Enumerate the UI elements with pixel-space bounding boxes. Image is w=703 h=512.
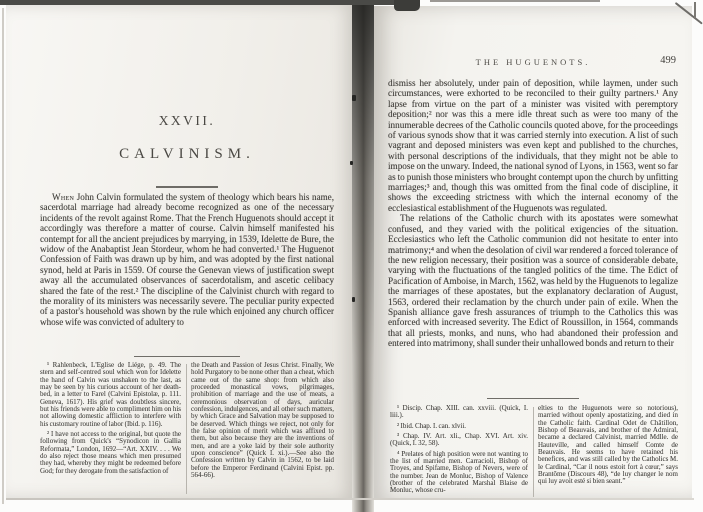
footnote-paragraph: the Death and Passion of Jesus Christ. Finally, We hold Purgatory to be none other than a cheat, which came out of the same shop: from which also proceeded monastical vows, pilgrimages, prohibition of marriage and the use of meats, a ceremonious observation of days, auricular confession, indulgences, and all other such matters, by which Grace and Salvation may be supposed to be deserved. Which things we reject, not only for the false opinion of merit which was affixed to them, but also because they are the inventions of men, and are a yoke laid by their sole authority upon conscience” (Quick I. xi.).—See also the Confession written by Calvin in 1562, to be laid before the Emperor Ferdinand (Calvini Epist. pp. 564-66). (191, 362, 334, 480)
chapter-rule (156, 186, 218, 188)
scan-speck (352, 297, 355, 302)
left-footnote-divider (186, 364, 187, 494)
footnote-paragraph: ¹ Discip. Chap. XIII. can. xxviii. (Quick, I. liii.). (390, 405, 528, 420)
footnote-paragraph: ³ Chap. IV. Art. xli., Chap. XVI. Art. xiv. (Quick, I. 32, 58). (390, 432, 528, 448)
scan-speck (350, 161, 353, 165)
left-footnotes (40, 362, 334, 496)
right-footnote-divider (533, 407, 534, 497)
left-footnote-column-2 (191, 362, 334, 496)
left-body-text (40, 192, 334, 327)
right-page-column (388, 6, 678, 500)
page-bottom-shadow (6, 498, 694, 500)
right-body-text (388, 78, 678, 349)
left-footnote-column-1 (40, 362, 181, 496)
page-corner-curl-edge (694, 2, 696, 18)
scan-speck (352, 95, 356, 101)
left-body-continuation: John Calvin formulated the system of theology which bears his name, sacerdotal marriage had already become recognized as one of the necessary incidents of the revolt against Rome. That the French Huguenots should accept it accordingly was therefore a matter of course. Calvin himself manifested his contempt for all the ancient prejudices by marrying, in 1539, Idelette de Bure, the widow of the Anabaptist Jean Stordeur, whom he had converted.¹ The Huguenot Confession of Faith was drawn up by him, and was adopted by the first national synod, held at Paris in 1559. Of course the Genevan views of justification swept away all the accumulated observances of sacerdotalism, and ascetic celibacy shared the fate of the rest.² The discipline of the Calvinist church with regard to the morality of its ministers was necessarily severe. The peculiar purity expected of a pastor's household was shown by the rule which enjoined any church officer whose wife was convicted of adultery to (40, 192, 334, 327)
left-page-column (40, 4, 334, 499)
scan-left-edge (2, 8, 4, 504)
left-page (6, 4, 356, 499)
right-body-paragraph: dismiss her absolutely, under pain of deposition, while laymen, under such circumstances, were exhorted to be reconciled to their guilty partners.¹ Any lapse from virtue on the part of a minister was visited with peremptory deposition;² nor was this a mere idle threat such as were too many of the innumerable decrees of the Catholic councils quoted above, for the proceedings of various synods show that it was carried sternly into execution. A list of such vagrant and deposed ministers was even kept and published to the churches, with personal descriptions of the individuals, that they might not be able to impose on the unwary. Indeed, the national synod of Lyons, in 1563, went so far as to punish those ministers who brought contempt upon the church by unfitting marriages;³ and, though this was omitted from the final code of discipline, it shows the exceeding strictness with which the internal economy of the ecclesiastical establishment of the Huguenots was regulated. (388, 78, 678, 213)
binding-gutter-shadow (352, 0, 374, 512)
footnote-paragraph: ⁴ Prelates of high position were not wanting to the list of married men. Carracioli, Bishop of Troyes, and Spifame, Bishop of Nevers, were of the number. Jean de Monluc, Bishop of Valence (brother of the celebrated Marshal Blaise de Monluc, whose cru- (390, 449, 528, 495)
chapter-number: XXVII. (158, 113, 216, 128)
left-body-paragraph (40, 192, 334, 327)
scan-top-edge-blob (394, 0, 420, 11)
footnote-paragraph: ² I have not access to the original, but quote the following from Quick's “Synodicon in Gallia Reformata,” London, 1692—“Art. XXIV. . . . We do also reject those means which men presumed they had, whereby they might be redeemed before God; for they derogate from the satisfaction of (40, 430, 181, 475)
left-footnote-rule (134, 356, 240, 357)
scan-top-edge-right (430, 0, 600, 2)
right-footnote-column-1 (390, 405, 528, 499)
footnote-paragraph: elties to the Huguenots were so notorious), married without openly apostatizing, and died in the Catholic faith. Cardinal Odet de Châtillon, Bishop of Beauvais, and brother of the Admiral, became a declared Calvinist, married Mdlle. de Hauteville, and called himself Comte de Beauvais. He seems to have retained his benefices, and was still called by the Catholics M. le Cardinal, “Car il nous estoit fort à cœur,” says Brantôme (Discours 48), “de luy changer le nom qui luy avoit esté si bien seant.” (538, 405, 678, 486)
footnote-paragraph: ¹ Rahlenbeck, L'Église de Liége, p. 49. The stern and self-centred soul which won for Idelette the hand of Calvin was unshaken to the last, as may be seen by his curious account of her death-bed, in a letter to Farel (Calvini Epistolæ, p. 111. Geneva, 1617). His grief was doubtless sincere, but his friends were able to compliment him on his not allowing domestic affliction to interfere with his customary routine of labor (Ibid. p. 116). (40, 362, 181, 428)
right-footnote-rule (487, 398, 579, 399)
right-footnotes (388, 405, 678, 499)
right-body-paragraph: The relations of the Catholic church with its apostates were somewhat confused, and they varied with the political exigencies of the situation. Ecclesiastics who left the Catholic communion did not hesitate to enter into matrimony;⁴ and when the desolation of civil war rendered a forced tolerance of the new religion necessary, their position was a source of considerable debate, varying with the fluctuations of the tangled politics of the time. The Edict of Pacification of Amboise, in March, 1562, was held by the Huguenots to legalize the marriages of these apostates, but the explanatory declaration of August, 1563, ordered their reclamation by the church under pain of exile. When the Spanish alliance gave fresh assurances of triumph to the Catholics this was enforced with increased severity. The Edict of Roussillon, in 1564, commands that all priests, monks, and nuns, who had abandoned their profession and entered into matrimony, shall sunder their unhallowed bonds and return to their (388, 213, 678, 349)
running-header: THE HUGUENOTS. (475, 57, 591, 67)
right-footnote-column-2 (538, 405, 678, 499)
page-number: 499 (660, 55, 676, 66)
lead-word: When (52, 192, 75, 202)
scan-top-edge (0, 0, 400, 5)
chapter-title: CALVINISM. (119, 146, 255, 162)
footnote-paragraph: ² Ibid. Chap. I. can. xlvii. (397, 421, 467, 430)
right-page (372, 6, 692, 500)
